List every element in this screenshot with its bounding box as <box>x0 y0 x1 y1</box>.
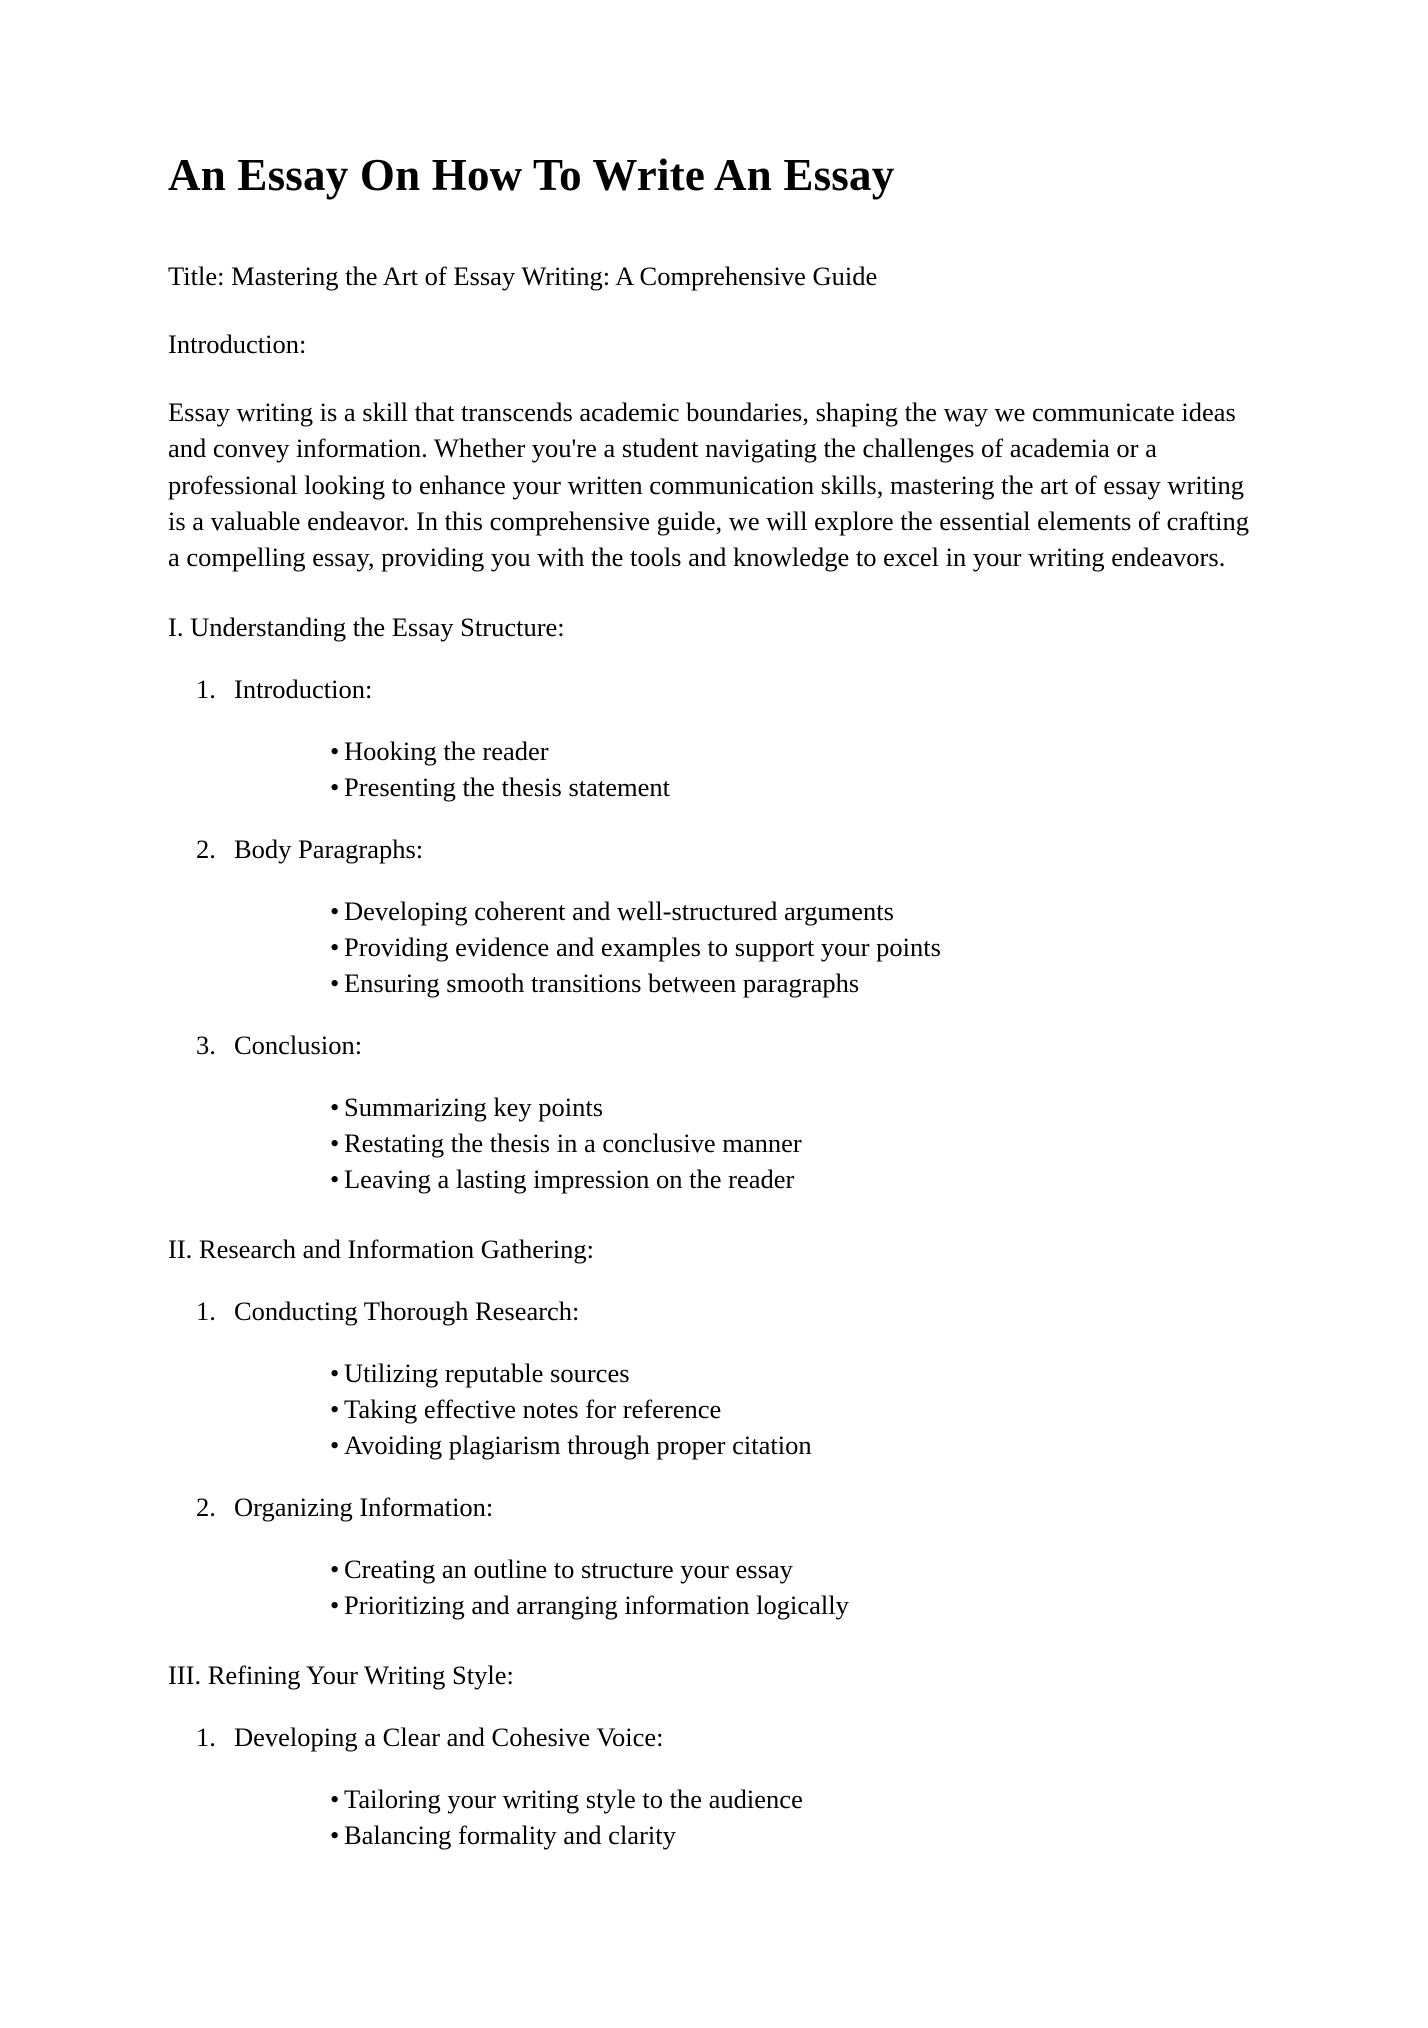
section-ordered-list <box>168 671 1263 1197</box>
bullet-item-label: Developing coherent and well-structured arguments <box>344 895 894 926</box>
bullet-item <box>234 1089 1263 1125</box>
bullet-item <box>234 733 1263 769</box>
bullet-dot-icon: • <box>330 1590 340 1621</box>
bullet-item <box>234 1125 1263 1161</box>
bullet-item <box>234 1551 1263 1587</box>
bullet-item <box>234 965 1263 1001</box>
sections-container <box>168 609 1263 1854</box>
sub-bullet-list <box>234 1781 1263 1853</box>
sub-bullet-list <box>234 1355 1263 1463</box>
bullet-dot-icon: • <box>330 1784 340 1815</box>
bullet-dot-icon: • <box>330 1820 340 1851</box>
bullet-item-label: Avoiding plagiarism through proper citation <box>344 1430 812 1461</box>
introduction-paragraph: Essay writing is a skill that transcends academic boundaries, shaping the way we communicate ideas and convey information. Whether you're a student navigating the challenges of academia or a professional looking to enhance your written communication skills, mastering the art of essay writing is a valuable endeavor. In this comprehensive guide, we will explore the essential elements of crafting a compelling essay, providing you with the tools and knowledge to excel in your writing endeavors. <box>168 397 1249 572</box>
sub-bullet-list <box>234 893 1263 1001</box>
section-heading: II. Research and Information Gathering: <box>168 1233 595 1264</box>
bullet-dot-icon: • <box>330 1394 340 1425</box>
bullet-dot-icon: • <box>330 967 340 998</box>
sub-bullet-list <box>234 1089 1263 1197</box>
bullet-item-label: Taking effective notes for reference <box>344 1394 722 1425</box>
bullet-item <box>234 1391 1263 1427</box>
list-item-number: 1. <box>196 673 216 704</box>
list-item-number: 1. <box>196 1722 216 1753</box>
list-item-label: Body Paragraphs: <box>234 833 424 864</box>
bullet-item <box>234 1427 1263 1463</box>
bullet-item <box>234 1587 1263 1623</box>
bullet-item-label: Summarizing key points <box>344 1091 604 1122</box>
bullet-item <box>234 893 1263 929</box>
bullet-item-label: Ensuring smooth transitions between paragraphs <box>344 967 860 998</box>
list-item-label: Conclusion: <box>234 1029 363 1060</box>
sub-bullet-list <box>234 733 1263 805</box>
list-item <box>168 1719 1263 1853</box>
bullet-item-label: Leaving a lasting impression on the reader <box>344 1163 795 1194</box>
bullet-dot-icon: • <box>330 1430 340 1461</box>
list-item <box>168 1293 1263 1463</box>
list-item-number: 3. <box>196 1029 216 1060</box>
bullet-item <box>234 929 1263 965</box>
bullet-item <box>234 769 1263 805</box>
list-item <box>168 1489 1263 1623</box>
bullet-item-label: Creating an outline to structure your essay <box>344 1554 793 1585</box>
list-item-number: 2. <box>196 1492 216 1523</box>
list-item-number: 2. <box>196 833 216 864</box>
bullet-item-label: Presenting the thesis statement <box>344 771 671 802</box>
title-line: Title: Mastering the Art of Essay Writing: A Comprehensive Guide <box>168 261 878 292</box>
list-item <box>168 1027 1263 1197</box>
bullet-dot-icon: • <box>330 735 340 766</box>
bullet-dot-icon: • <box>330 1127 340 1158</box>
bullet-dot-icon: • <box>330 931 340 962</box>
sub-bullet-list <box>234 1551 1263 1623</box>
bullet-dot-icon: • <box>330 1091 340 1122</box>
bullet-item <box>234 1161 1263 1197</box>
bullet-dot-icon: • <box>330 1163 340 1194</box>
bullet-item <box>234 1781 1263 1817</box>
bullet-dot-icon: • <box>330 1554 340 1585</box>
list-item-label: Introduction: <box>234 673 373 704</box>
bullet-dot-icon: • <box>330 895 340 926</box>
section-heading: III. Refining Your Writing Style: <box>168 1660 514 1691</box>
bullet-item-label: Tailoring your writing style to the audience <box>344 1784 803 1815</box>
page-title: An Essay On How To Write An Essay <box>168 150 895 200</box>
bullet-item-label: Hooking the reader <box>344 735 549 766</box>
section-heading: I. Understanding the Essay Structure: <box>168 611 565 642</box>
bullet-item-label: Restating the thesis in a conclusive manner <box>344 1127 802 1158</box>
list-item-label: Conducting Thorough Research: <box>234 1296 580 1327</box>
list-item-label: Organizing Information: <box>234 1492 494 1523</box>
bullet-dot-icon: • <box>330 1358 340 1389</box>
bullet-item-label: Providing evidence and examples to support your points <box>344 931 941 962</box>
section-ordered-list <box>168 1719 1263 1853</box>
bullet-item <box>234 1355 1263 1391</box>
list-item <box>168 671 1263 805</box>
bullet-item-label: Prioritizing and arranging information logically <box>344 1590 849 1621</box>
bullet-item <box>234 1817 1263 1853</box>
bullet-item-label: Balancing formality and clarity <box>344 1820 676 1851</box>
list-item-number: 1. <box>196 1296 216 1327</box>
section-ordered-list <box>168 1293 1263 1623</box>
introduction-heading: Introduction: <box>168 329 307 360</box>
list-item <box>168 831 1263 1001</box>
list-item-label: Developing a Clear and Cohesive Voice: <box>234 1722 664 1753</box>
bullet-item-label: Utilizing reputable sources <box>344 1358 630 1389</box>
bullet-dot-icon: • <box>330 771 340 802</box>
